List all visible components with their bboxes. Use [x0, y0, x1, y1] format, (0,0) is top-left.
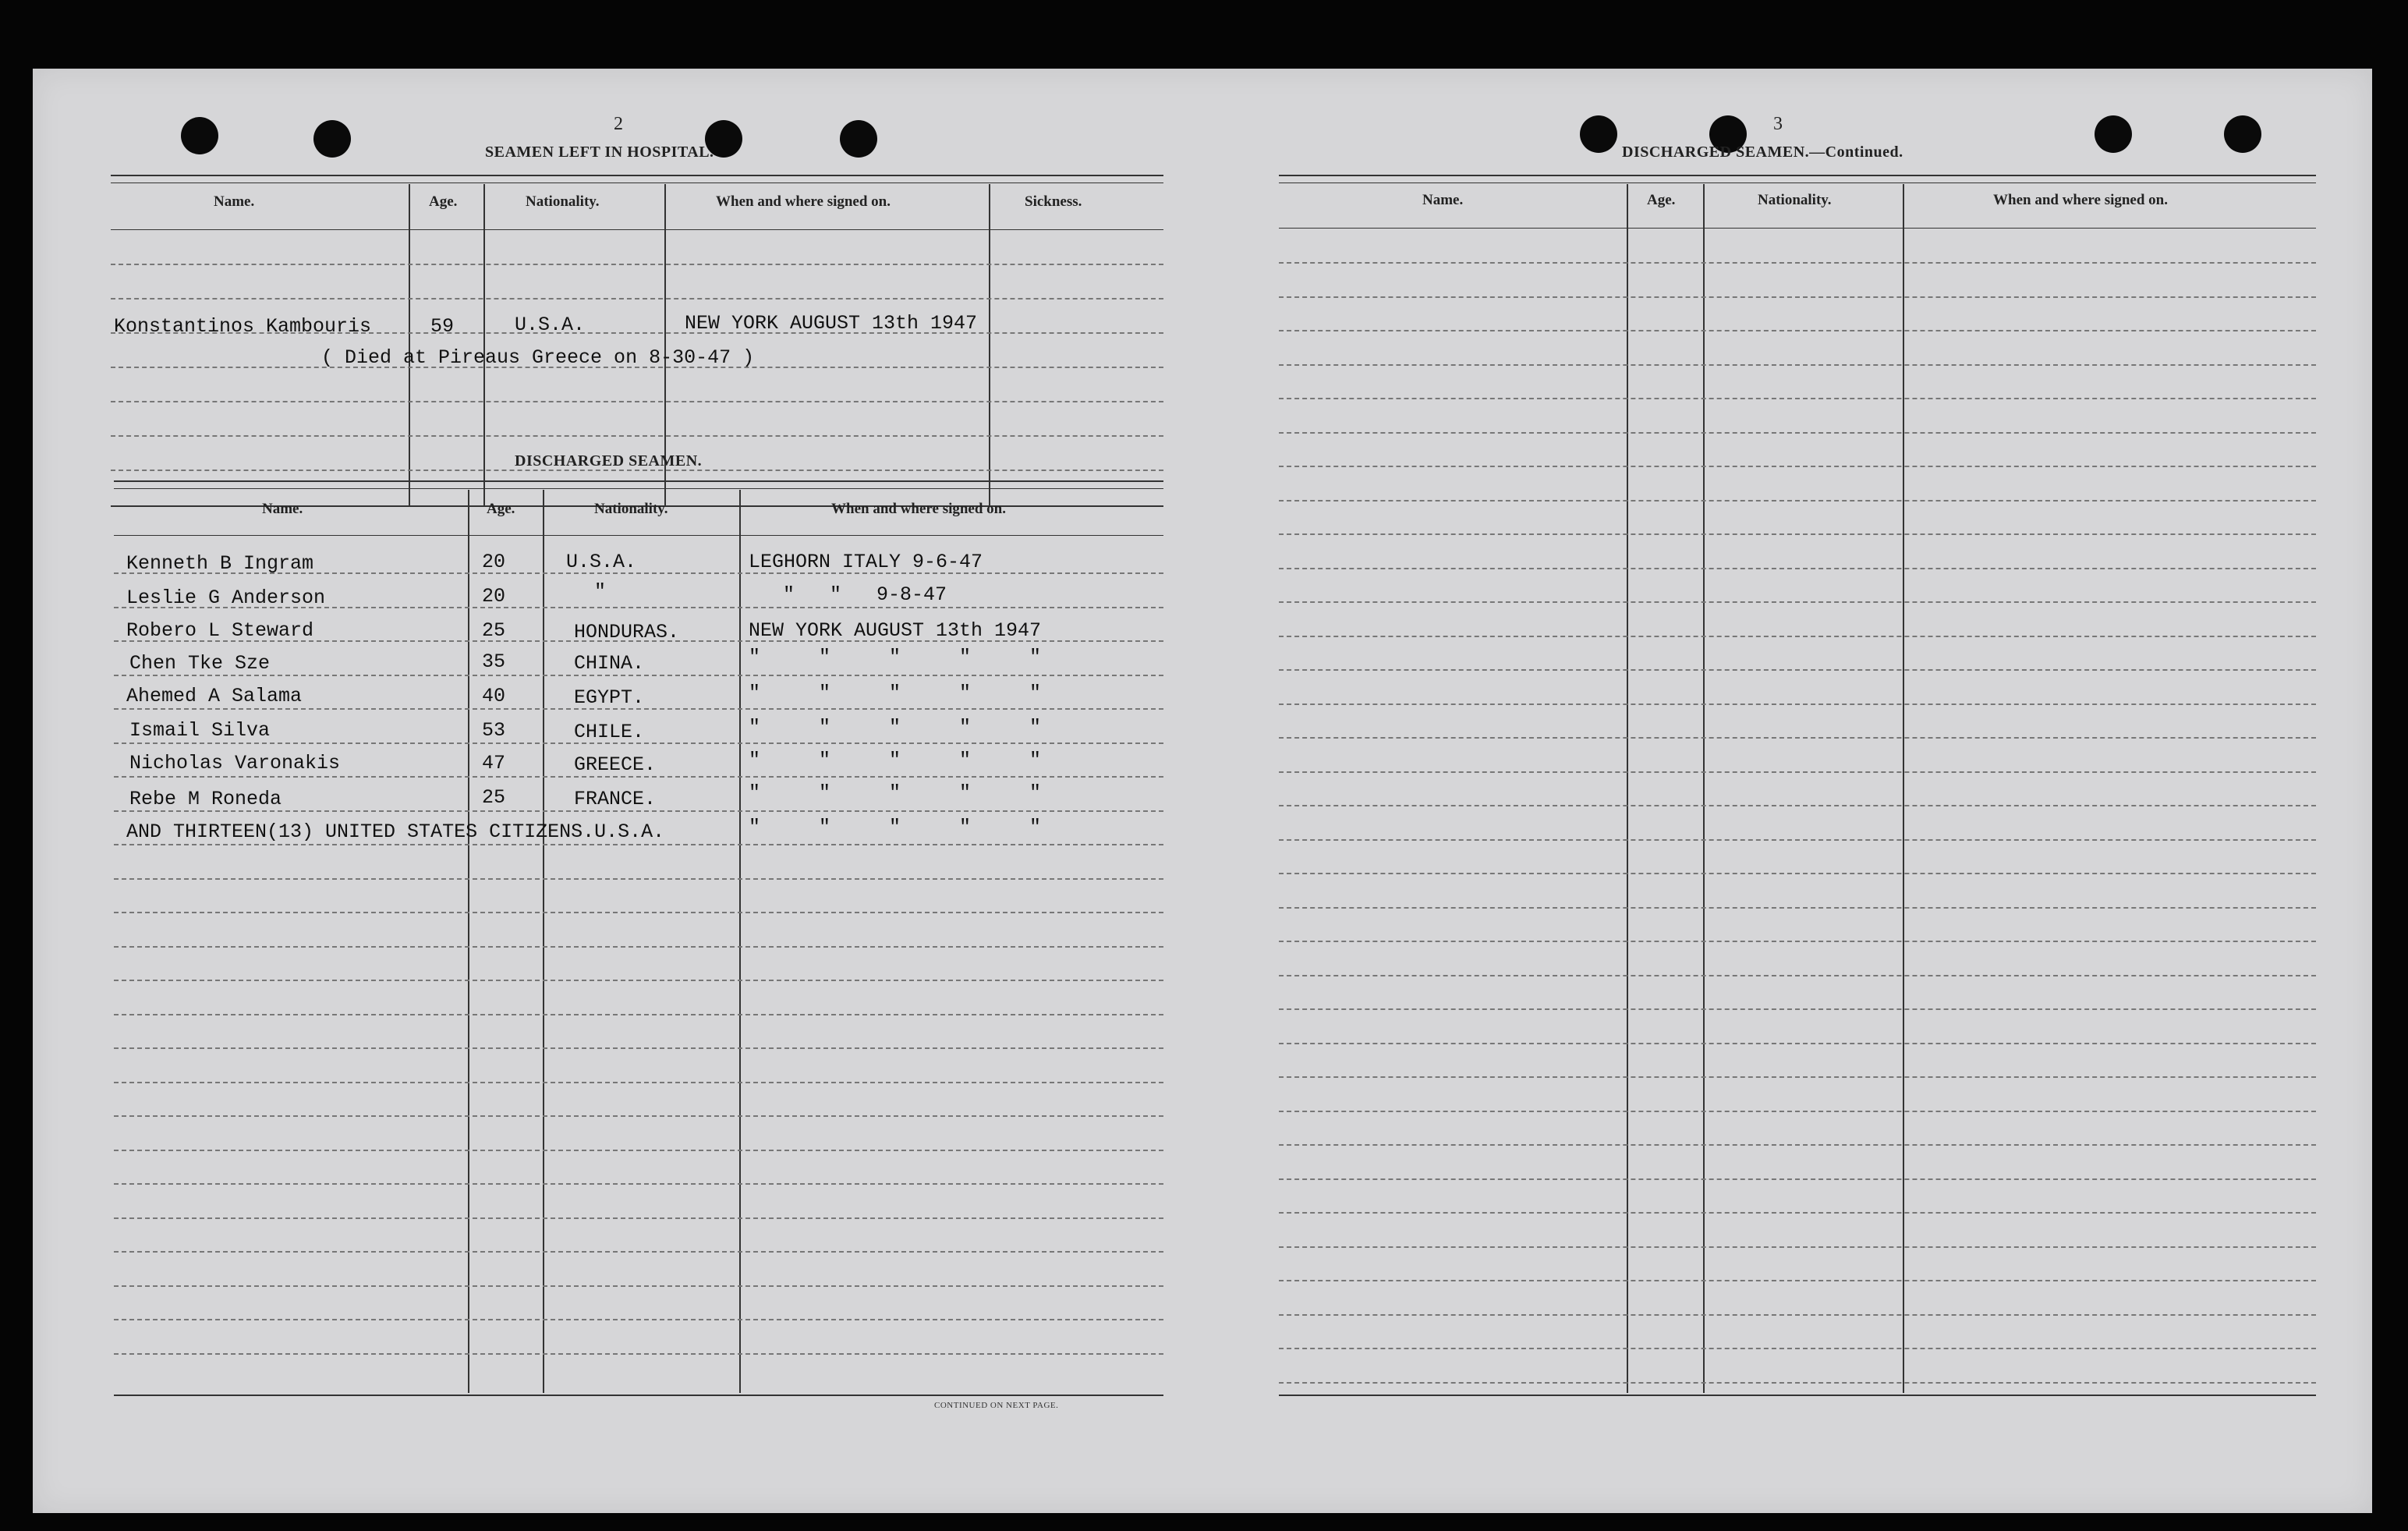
ruled-line [1279, 1314, 2316, 1316]
ruled-line [1279, 364, 2316, 366]
seaman-signed-on: " " 9-8-47 [783, 583, 947, 606]
ruled-line [1279, 737, 2316, 739]
ruled-line [1279, 466, 2316, 467]
ruled-line [1279, 1111, 2316, 1112]
hospital-entry-name: Konstantinos Kambouris [114, 315, 372, 338]
ruled-line [114, 1217, 1163, 1219]
right-section-title: DISCHARGED SEAMEN.—Continued. [1622, 144, 1903, 161]
column-header-nationality: Nationality. [594, 501, 668, 517]
seaman-nationality: FRANCE. [574, 788, 657, 810]
ruled-line [1279, 1008, 2316, 1010]
ruled-line [1279, 500, 2316, 501]
punch-hole [840, 120, 877, 158]
summary-signed-on: " " " " " [749, 816, 1042, 838]
ruled-line [1279, 805, 2316, 806]
seaman-name: Rebe M Roneda [129, 788, 282, 810]
ruled-line [111, 401, 1163, 402]
seaman-age: 40 [482, 685, 506, 707]
seaman-name: Nicholas Varonakis [129, 752, 341, 774]
ruled-line [114, 844, 1163, 845]
column-divider [543, 490, 544, 1393]
seaman-age: 20 [482, 551, 506, 573]
ruled-line [114, 1115, 1163, 1117]
punch-hole [313, 120, 351, 158]
seaman-name: Robero L Steward [126, 619, 314, 642]
column-header-age: Age. [1647, 192, 1676, 208]
ruled-line [114, 878, 1163, 880]
ruled-line [114, 1353, 1163, 1355]
seaman-name: Chen Tke Sze [129, 652, 271, 675]
ruled-line [114, 1319, 1163, 1320]
seaman-name: Ismail Silva [129, 719, 271, 742]
table-rule [111, 229, 1163, 230]
column-header-sickness: Sickness. [1025, 193, 1082, 210]
ruled-line [114, 1014, 1163, 1015]
page-number: 2 [614, 114, 623, 134]
continued-footer: CONTINUED ON NEXT PAGE. [934, 1401, 1059, 1410]
ruled-line [1279, 873, 2316, 874]
seaman-age: 20 [482, 585, 506, 608]
hospital-entry-note: ( Died at Pireaus Greece on 8-30-47 ) [321, 346, 755, 369]
ruled-line [1279, 669, 2316, 671]
column-header-name: Name. [214, 193, 255, 210]
ruled-line [1279, 1212, 2316, 1214]
seaman-nationality: U.S.A. [566, 551, 637, 573]
punch-hole [181, 117, 218, 154]
seaman-signed-on: LEGHORN ITALY 9-6-47 [749, 551, 983, 573]
column-divider [739, 490, 741, 1393]
ruled-line [1279, 1076, 2316, 1078]
hospital-entry-nationality: U.S.A. [515, 314, 586, 336]
column-divider [409, 184, 410, 507]
seaman-signed-on: " " " " " [749, 646, 1042, 668]
table-rule [111, 175, 1163, 176]
ruled-line [114, 1082, 1163, 1083]
table-rule [114, 480, 1163, 482]
column-header-age: Age. [487, 501, 515, 517]
ruled-line [1279, 975, 2316, 976]
ruled-line [1279, 839, 2316, 841]
ruled-line [114, 1047, 1163, 1049]
hospital-entry-signed-on: NEW YORK AUGUST 13th 1947 [685, 312, 978, 335]
punch-hole [1580, 115, 1617, 153]
ruled-line [1279, 771, 2316, 773]
seaman-nationality: CHILE. [574, 721, 645, 743]
page-number: 3 [1773, 114, 1783, 134]
ruled-line [114, 980, 1163, 981]
column-header-age: Age. [429, 193, 458, 210]
ruled-line [1279, 636, 2316, 637]
summary-line: AND THIRTEEN(13) UNITED STATES CITIZENS.U.S.A. [126, 820, 665, 843]
table-rule [114, 488, 1163, 489]
seaman-age: 47 [482, 752, 506, 774]
table-rule [114, 535, 1163, 536]
seaman-signed-on: " " " " " [749, 781, 1042, 804]
discharged-section-title: DISCHARGED SEAMEN. [515, 452, 703, 470]
seaman-nationality: GREECE. [574, 753, 657, 776]
hospital-entry-age: 59 [430, 315, 455, 338]
column-divider [989, 184, 990, 507]
ruled-line [114, 912, 1163, 913]
ruled-line [114, 1251, 1163, 1253]
ruled-line [1279, 1382, 2316, 1384]
seaman-name: Ahemed A Salama [126, 685, 303, 707]
column-header-name: Name. [1422, 192, 1464, 208]
seaman-signed-on: NEW YORK AUGUST 13th 1947 [749, 619, 1042, 642]
ruled-line [1279, 1144, 2316, 1146]
column-header-signed-on: When and where signed on. [716, 193, 891, 210]
ruled-line [1279, 1246, 2316, 1248]
document-sheet [33, 69, 2372, 1513]
ruled-line [1279, 703, 2316, 705]
table-rule [1279, 175, 2316, 176]
seaman-signed-on: " " " " " [749, 716, 1042, 739]
ruled-line [111, 264, 1163, 265]
ruled-line [1279, 330, 2316, 331]
ruled-line [1279, 601, 2316, 603]
ruled-line [114, 1150, 1163, 1151]
hospital-section-title: SEAMEN LEFT IN HOSPITAL. [485, 144, 714, 161]
seaman-nationality: HONDURAS. [574, 621, 680, 643]
seaman-age: 53 [482, 719, 506, 742]
ruled-line [1279, 568, 2316, 569]
seaman-nationality: " [594, 580, 607, 603]
column-divider [468, 490, 469, 1393]
seaman-name: Kenneth B Ingram [126, 552, 314, 575]
seaman-age: 25 [482, 786, 506, 809]
seaman-nationality: EGYPT. [574, 686, 645, 709]
punch-hole [2224, 115, 2261, 153]
ruled-line [111, 298, 1163, 299]
table-rule [114, 1395, 1163, 1396]
ruled-line [1279, 941, 2316, 942]
ruled-line [1279, 1280, 2316, 1281]
ruled-line [1279, 1348, 2316, 1349]
ruled-line [1279, 296, 2316, 298]
column-header-nationality: Nationality. [526, 193, 600, 210]
column-header-nationality: Nationality. [1758, 192, 1832, 208]
seaman-name: Leslie G Anderson [126, 587, 326, 609]
column-header-name: Name. [262, 501, 303, 517]
seaman-age: 25 [482, 619, 506, 642]
seaman-signed-on: " " " " " [749, 749, 1042, 771]
seaman-age: 35 [482, 650, 506, 673]
table-rule [1279, 228, 2316, 229]
punch-hole [2095, 115, 2132, 153]
ruled-line [1279, 533, 2316, 535]
ruled-line [114, 776, 1163, 778]
column-divider [483, 184, 485, 507]
column-header-signed-on: When and where signed on. [1993, 192, 2169, 208]
ruled-line [1279, 398, 2316, 399]
ruled-line [111, 435, 1163, 437]
ruled-line [1279, 1178, 2316, 1180]
ruled-line [1279, 1043, 2316, 1044]
column-header-signed-on: When and where signed on. [831, 501, 1007, 517]
seaman-nationality: CHINA. [574, 652, 645, 675]
ruled-line [114, 1183, 1163, 1185]
ruled-line [1279, 432, 2316, 434]
ruled-line [114, 946, 1163, 948]
ruled-line [1279, 907, 2316, 909]
ruled-line [1279, 262, 2316, 264]
ruled-line [114, 1285, 1163, 1287]
seaman-signed-on: " " " " " [749, 682, 1042, 704]
table-rule [1279, 1395, 2316, 1396]
